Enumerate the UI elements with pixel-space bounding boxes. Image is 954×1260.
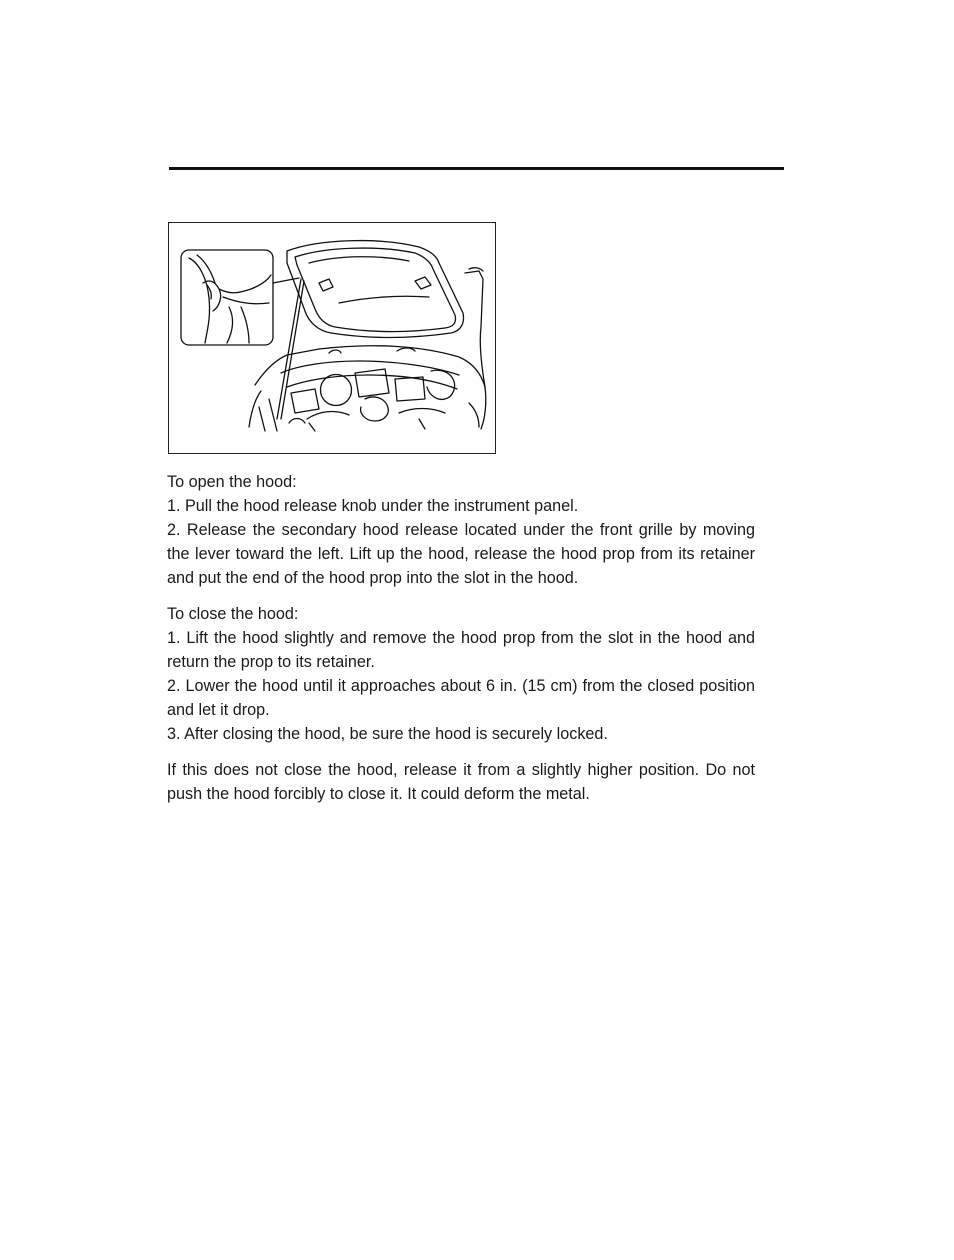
open-heading: To open the hood: bbox=[167, 473, 297, 491]
close-step-3: 3. After closing the hood, be sure the hood is securely locked. bbox=[167, 725, 608, 743]
open-hood-drawing bbox=[169, 223, 495, 453]
close-step-1: 1. Lift the hood slightly and remove the hood prop from the slot in the hood and return the prop to its retainer. bbox=[167, 629, 755, 671]
instructions bbox=[167, 470, 755, 806]
open-step-1: 1. Pull the hood release knob under the instrument panel. bbox=[167, 497, 579, 515]
caution-note: If this does not close the hood, release it from a slightly higher position. Do not push the hood forcibly to close it. It could deform the metal. bbox=[167, 761, 755, 803]
open-step-2: 2. Release the secondary hood release located under the front grille by moving the lever toward the left. Lift up the hood, release the hood prop from its retainer and put the end of the hood prop into the slot in the hood. bbox=[167, 521, 755, 587]
header-rule bbox=[169, 167, 784, 170]
close-step-2: 2. Lower the hood until it approaches about 6 in. (15 cm) from the closed position and let it drop. bbox=[167, 677, 755, 719]
hood-illustration bbox=[168, 222, 496, 454]
close-heading: To close the hood: bbox=[167, 605, 299, 623]
